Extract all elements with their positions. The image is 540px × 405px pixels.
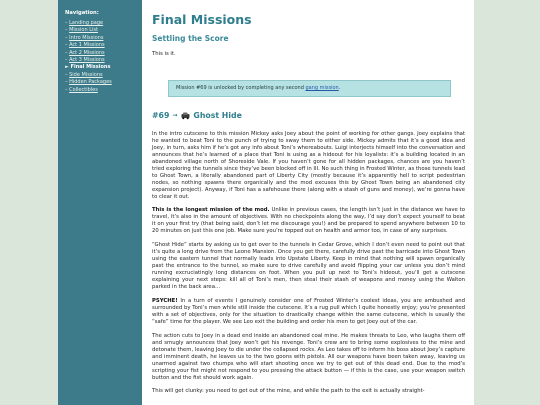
nav-link-hidden-packages[interactable]: Hidden Packages [69, 79, 112, 86]
nav-link-collectibles[interactable]: Collectibles [69, 86, 98, 93]
nav-item-collectibles [65, 87, 142, 94]
ghost-car-icon [181, 111, 190, 120]
page-subtitle: Settling the Score [152, 34, 229, 43]
nav-item-act-3-missions [65, 57, 142, 64]
current-arrow-icon: ► [65, 64, 71, 71]
paragraph-text: In a turn of events I genuinely consider one of Frosted Winter’s coolest ideas, you are ambushed and surrounded by Toni’s men while still inside the cutscene. It’s a rug pull which I quite honestly enjoy; you’re presented with a set of objectives, only for the situation to drastically change within the same cutscene, which is usually the “safe” time for the player. We see Leo exit the building and order his men to get Joey out of the car. [152, 297, 465, 325]
mission-name: Ghost Hide [193, 110, 242, 120]
nav-link-landing-page[interactable]: Landing page [69, 20, 104, 26]
bullet-dash: – [65, 27, 70, 34]
emphasis-text: PSYCHE! [152, 297, 178, 304]
bullet-dash: – [65, 42, 70, 49]
nav-item-final-missions [65, 64, 142, 71]
nav-item-intro-missions [65, 35, 142, 42]
page-background-right [474, 0, 540, 405]
bullet-dash: – [65, 34, 70, 41]
emphasis-text: This is the longest mission of the mod. [152, 207, 270, 214]
nav-list [65, 20, 142, 94]
gang-mission-link[interactable]: gang mission [305, 84, 339, 91]
paragraph-text: Unlike in previous cases, the length isn’t just in the distance we have to travel, it’s also in the amount of objectives. With no checkpoints along the way, I’d say don’t expect yourself to beat it on your first try (that being said, don’t let me discourage you!) and be prepared to spend anywhere between 10 to 20 minutes on just this one job. Make sure you’re topped out on health and armor too, in case of any surprises. [152, 207, 465, 235]
mission-paragraph: In the intro cutscene to this mission Mickey asks Joey about the point of working for other gangs. Joey explains that he wanted to beat Toni to the punch of trying to sway them to either side. Mickey admits that it’s a good idea and Joey, in turn, asks him if he’s got any info about Toni’s whereabouts. Luigi interjects himself into the conversation and announces that he’s learned of a place that Toni is using as a hideout for his loyalists: it’s a building located in an abandoned village north of Shoreside Vale. If you haven’t gone for all hidden packages, chances are you haven’t tried exploring the tunnels since they’ve been blocked off in III. No such thing in Frosted Winter, as those tunnels lead to Ghost Town, a literally abandoned part of Liberty City (mostly because it’s apparently hell to script pedestrian nodes, so nothing spawns there organically and the mod excuses this by Ghost Town being an abandoned city expansion project). Anyway, if Toni has a safehouse there (along with a stash of guns and money), we’re gonna have to clear it out. [152, 130, 465, 200]
bullet-dash: – [65, 57, 70, 64]
nav-link-final-missions[interactable]: Final Missions [70, 64, 111, 71]
arrow-icon: → [172, 111, 178, 119]
nav-link-act-3-missions[interactable]: Act 3 Missions [69, 57, 105, 64]
bullet-dash: – [65, 20, 70, 26]
page-background-left [0, 0, 58, 405]
bullet-dash: – [65, 79, 70, 86]
nav-item-hidden-packages [65, 79, 142, 86]
nav-link-act-2-missions[interactable]: Act 2 Missions [69, 49, 105, 56]
nav-item-act-1-missions [65, 42, 142, 49]
mission-paragraph: “Ghost Hide” starts by asking us to get over to the tunnels in Cedar Grove, which I don’t even need to point out that it’s quite a long drive from the Leone Mansion. Once you get there, carefully drive past the barricade into Ghost Town using the eastern tunnel that normally leads into Upstate Liberty. Keep in mind that nothing will spawn organically past the entrance to the tunnel, so make sure to drive carefully and avoid flipping your car unless you don’t mind running excruciatingly long distances on foot. When you pull up next to Toni’s hideout, you’ll get a cutscene explaining your next steps: kill all of Toni’s men, then steal their stash of weapons and money using the Walton parked in the back area… [152, 242, 465, 291]
mission-paragraph: This will get clunky: you need to get out of the mine, and while the path to the exit is actually straight- [152, 388, 425, 395]
main-content [142, 0, 474, 405]
mission-heading [152, 111, 465, 120]
bullet-dash: – [65, 49, 70, 56]
nav-link-act-1-missions[interactable]: Act 1 Missions [69, 42, 105, 49]
notice-text: Mission #69 is unlocked by completing any second [176, 84, 304, 91]
mission-paragraph: The action cuts to Joey in a dead end inside an abandoned coal mine. He makes threats to Leo, who laughs them off and smugly announces that Joey won’t get his revenge. Toni’s crew are to bring some explosives to the mine and detonate them, leaving Joey to die under the collapsed rocks. As Leo takes off to inform his boss about Joey’s capture and imminent death, he leaves us to the two goons with pistols. All our weapons have been taken away, leaving us unarmed against two chumps who will start shooting once we try to get out of this dead end. Due to the mod’s scripting your fist might not respond to you pressing the attack button — if this is the case, use your weapon switch button and the fist should work again. [152, 332, 465, 381]
bullet-dash: – [65, 71, 70, 78]
nav-link-mission-list[interactable]: Mission List [69, 27, 98, 34]
nav-link-intro-missions[interactable]: Intro Missions [69, 34, 104, 41]
intro-text: This is it. [152, 51, 176, 57]
bullet-dash: – [65, 86, 70, 93]
nav-link-side-missions[interactable]: Side Missions [69, 71, 103, 78]
nav-item-side-missions [65, 72, 142, 79]
nav-title: Navigation: [65, 10, 99, 16]
nav-item-act-2-missions [65, 50, 142, 57]
notice-suffix: . [338, 84, 341, 91]
mission-paragraph [152, 207, 465, 235]
unlock-notice [168, 80, 451, 97]
navigation-sidebar [58, 0, 142, 405]
page-title: Final Missions [152, 12, 252, 27]
mission-number: #69 [152, 110, 170, 120]
nav-item-mission-list [65, 27, 142, 34]
nav-item-landing-page [65, 20, 142, 27]
mission-paragraph [152, 298, 465, 326]
